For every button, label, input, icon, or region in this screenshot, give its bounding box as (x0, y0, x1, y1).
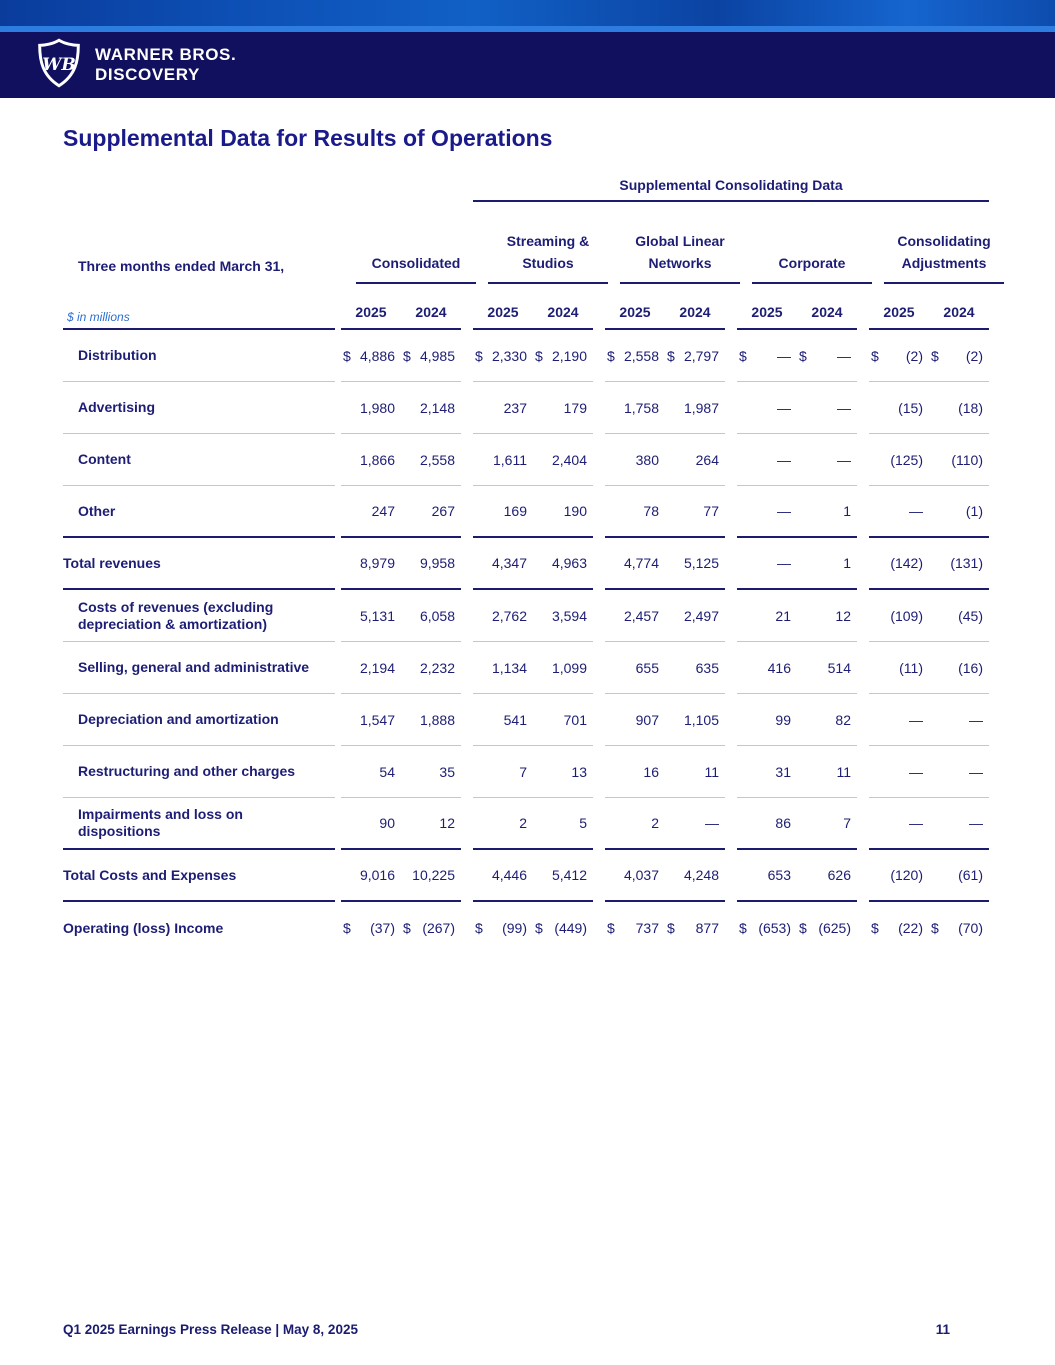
value-cell: 99 (775, 711, 791, 728)
page-title: Supplemental Data for Results of Operations (63, 125, 553, 151)
value-cell: $ — (799, 347, 851, 364)
value-cell: $ 4,985 (403, 347, 455, 364)
dollar-sign: $ (607, 920, 615, 936)
value-group (473, 694, 593, 746)
value-cell: $ (653) (739, 920, 791, 936)
value-cell: — (837, 451, 851, 468)
value-cell: (16) (958, 659, 983, 676)
value-cell: 5,131 (359, 607, 395, 624)
value-group (605, 538, 725, 590)
value-cell: $ (70) (931, 920, 983, 936)
value-cell: 1,758 (623, 399, 659, 416)
units-note: $ in millions (63, 284, 335, 330)
footer-page-number: 11 (935, 1322, 950, 1337)
value-cell: — (969, 711, 983, 728)
value-cell: 1,547 (359, 711, 395, 728)
value-group (341, 694, 461, 746)
value-cell: 78 (643, 503, 659, 519)
value-group (341, 798, 461, 850)
page-footer (63, 1322, 950, 1337)
dollar-sign: $ (535, 920, 543, 936)
value-cell: 2,457 (623, 607, 659, 624)
value-cell: $ 737 (607, 920, 659, 936)
value-cell: 4,248 (683, 867, 719, 883)
value-group (605, 850, 725, 902)
value-cell: 1,888 (419, 711, 455, 728)
stub-header: Three months ended March 31, (78, 258, 285, 274)
value-cell: (15) (898, 399, 923, 416)
value-cell: $ 4,886 (343, 347, 395, 364)
value-cell: 1,611 (493, 451, 527, 468)
year-label: 2024 (943, 304, 975, 320)
dollar-sign: $ (403, 347, 411, 364)
value-cell: 31 (775, 763, 791, 780)
value-group (869, 642, 989, 694)
value-cell: 7 (843, 815, 851, 831)
value-cell: 2,558 (419, 451, 455, 468)
value-group (473, 434, 593, 486)
value-cell: 179 (563, 399, 587, 416)
value-cell: 1,105 (683, 711, 719, 728)
value-cell: 9,016 (359, 867, 395, 883)
value-cell: $ (99) (475, 920, 527, 936)
value-cell: (142) (890, 555, 923, 571)
value-cell: 35 (439, 763, 455, 780)
supplemental-data-table (63, 172, 989, 954)
value-cell: 5,125 (683, 555, 719, 571)
value-cell: 2,762 (491, 607, 527, 624)
value-cell: 90 (379, 815, 395, 831)
value-group (473, 798, 593, 850)
value-cell: $ (37) (343, 920, 395, 936)
row-label: Total revenues (63, 538, 335, 590)
year-header-group (605, 284, 725, 330)
table-row (63, 850, 989, 902)
table-row (63, 382, 989, 434)
value-cell: 3,594 (551, 607, 587, 624)
dollar-sign: $ (799, 347, 807, 364)
value-group (605, 590, 725, 642)
value-cell: $ (267) (403, 920, 455, 936)
value-cell: 12 (439, 815, 455, 831)
value-group (341, 590, 461, 642)
value-cell: 169 (503, 503, 527, 519)
value-group (737, 694, 857, 746)
value-cell: 10,225 (412, 867, 455, 883)
value-cell: $ 2,190 (535, 347, 587, 364)
value-group (869, 798, 989, 850)
column-group-header: Corporate (752, 202, 872, 284)
value-cell: — (705, 815, 719, 831)
year-label: 2024 (547, 304, 579, 320)
value-group (341, 434, 461, 486)
value-cell: (1) (965, 503, 983, 519)
consolidated-spacer (335, 172, 461, 202)
value-group (605, 382, 725, 434)
value-cell: 2 (651, 815, 659, 831)
dollar-sign: $ (871, 920, 879, 936)
value-cell: 77 (703, 503, 719, 519)
years-header-row (63, 284, 989, 330)
dollar-sign: $ (343, 920, 351, 936)
value-group (869, 434, 989, 486)
value-cell: 2,232 (419, 659, 455, 676)
value-group (341, 902, 461, 954)
row-label: Content (63, 434, 335, 486)
value-cell: 4,774 (623, 555, 659, 571)
value-group (869, 538, 989, 590)
value-cell: — (837, 399, 851, 416)
spanner-header: Supplemental Consolidating Data (473, 172, 989, 202)
dollar-sign: $ (667, 920, 675, 936)
value-cell: 11 (704, 763, 719, 780)
value-cell: 1 (843, 503, 851, 519)
value-cell: (109) (890, 607, 923, 624)
column-group-header: Consolidated (356, 202, 476, 284)
value-cell: — (777, 399, 791, 416)
value-cell: 2,194 (359, 659, 395, 676)
value-group (473, 538, 593, 590)
value-group (737, 382, 857, 434)
value-group (341, 330, 461, 382)
value-cell: 1,134 (491, 659, 527, 676)
value-group (473, 850, 593, 902)
row-label: Distribution (63, 330, 335, 382)
table-row (63, 330, 989, 382)
value-group (869, 590, 989, 642)
value-cell: — (909, 503, 923, 519)
row-label: Costs of revenues (excluding depreciation & amortization) (63, 590, 335, 642)
value-cell: 21 (775, 607, 791, 624)
table-row (63, 642, 989, 694)
table-row (63, 746, 989, 798)
value-cell: 237 (503, 399, 527, 416)
brand-wordmark (95, 45, 236, 85)
value-cell: 8,979 (359, 555, 395, 571)
value-cell: (45) (958, 607, 983, 624)
spanner-stub-spacer (63, 172, 335, 202)
value-cell: (61) (958, 867, 983, 883)
dollar-sign: $ (739, 347, 747, 364)
value-cell: 5 (579, 815, 587, 831)
value-group (473, 330, 593, 382)
value-cell: 4,446 (491, 867, 527, 883)
value-cell: 1 (843, 555, 851, 571)
value-cell: — (777, 503, 791, 519)
spanner-header-row (63, 172, 989, 202)
value-group (869, 850, 989, 902)
brand-line2: DISCOVERY (95, 65, 200, 84)
value-cell: 4,037 (623, 867, 659, 883)
year-label: 2025 (883, 304, 915, 320)
row-label: Other (63, 486, 335, 538)
footer-left-text: Q1 2025 Earnings Press Release | May 8, 2025 (63, 1322, 358, 1337)
value-cell: 4,963 (551, 555, 587, 571)
dollar-sign: $ (871, 347, 879, 364)
value-cell: $ — (739, 347, 791, 364)
value-group (605, 642, 725, 694)
value-cell: (18) (958, 399, 983, 416)
banner-gradient-strip (0, 0, 1055, 26)
value-cell: $ (625) (799, 920, 851, 936)
value-cell: 380 (635, 451, 659, 468)
value-group (341, 486, 461, 538)
value-group (473, 590, 593, 642)
value-cell: 16 (643, 763, 659, 780)
dollar-sign: $ (403, 920, 411, 936)
dollar-sign: $ (607, 347, 615, 364)
value-group (869, 486, 989, 538)
value-cell: 267 (431, 503, 455, 519)
value-cell: 5,412 (551, 867, 587, 883)
value-cell: 6,058 (419, 607, 455, 624)
table-body (63, 330, 989, 954)
value-group (473, 642, 593, 694)
value-cell: 11 (836, 763, 851, 780)
value-cell: 86 (775, 815, 791, 831)
value-group (473, 382, 593, 434)
value-cell: 701 (563, 711, 587, 728)
year-label: 2025 (355, 304, 387, 320)
table-row (63, 538, 989, 590)
brand-line1: WARNER BROS. (95, 45, 237, 64)
value-group (605, 434, 725, 486)
value-group (737, 590, 857, 642)
value-cell: 1,099 (551, 659, 587, 676)
table-row (63, 434, 989, 486)
value-group (737, 798, 857, 850)
value-group (737, 538, 857, 590)
value-group (473, 746, 593, 798)
table-row (63, 798, 989, 850)
value-cell: 54 (379, 763, 395, 780)
value-cell: 264 (695, 451, 719, 468)
value-cell: 12 (835, 607, 851, 624)
banner-navy-bar (0, 32, 1055, 98)
value-cell: $ 2,330 (475, 347, 527, 364)
value-cell: 2,148 (419, 399, 455, 416)
value-group (737, 642, 857, 694)
value-cell: 2 (519, 815, 527, 831)
value-cell: $ 877 (667, 920, 719, 936)
top-banner (0, 0, 1055, 98)
value-group (341, 382, 461, 434)
year-label: 2025 (487, 304, 519, 320)
value-group (737, 434, 857, 486)
value-group (341, 746, 461, 798)
year-label: 2024 (679, 304, 711, 320)
value-cell: 626 (827, 867, 851, 883)
value-cell: (110) (951, 451, 983, 468)
value-cell: 2,497 (683, 607, 719, 624)
value-cell: — (777, 451, 791, 468)
value-group (869, 694, 989, 746)
value-cell: — (909, 711, 923, 728)
svg-text:WB: WB (42, 54, 76, 75)
dollar-sign: $ (475, 347, 483, 364)
value-cell: 7 (519, 763, 527, 780)
value-group (605, 798, 725, 850)
value-group (605, 330, 725, 382)
value-cell: $ (449) (535, 920, 587, 936)
value-group (737, 902, 857, 954)
value-cell: 1,866 (359, 451, 395, 468)
value-cell: (131) (950, 555, 983, 571)
value-cell: 653 (767, 867, 791, 883)
year-header-group (473, 284, 593, 330)
value-cell: 4,347 (491, 555, 527, 571)
value-cell: — (909, 815, 923, 831)
value-group (869, 330, 989, 382)
value-cell: 2,404 (551, 451, 587, 468)
year-label: 2024 (811, 304, 843, 320)
year-header-group (737, 284, 857, 330)
value-cell: 541 (503, 711, 527, 728)
dollar-sign: $ (739, 920, 747, 936)
value-cell: (120) (890, 867, 923, 883)
row-label: Restructuring and other charges (63, 746, 335, 798)
value-cell: 1,987 (683, 399, 719, 416)
table-row (63, 694, 989, 746)
value-group (605, 746, 725, 798)
column-group-header: Streaming & Studios (488, 202, 608, 284)
value-cell: 635 (695, 659, 719, 676)
table-row (63, 590, 989, 642)
dollar-sign: $ (931, 347, 939, 364)
value-cell: (125) (890, 451, 923, 468)
value-cell: $ 2,558 (607, 347, 659, 364)
value-group (341, 538, 461, 590)
value-cell: 247 (371, 503, 395, 519)
group-header-row (63, 202, 989, 284)
value-cell: $ (22) (871, 920, 923, 936)
value-cell: $ (2) (871, 347, 923, 364)
value-group (869, 382, 989, 434)
value-group (473, 486, 593, 538)
value-cell: 655 (635, 659, 659, 676)
value-group (737, 746, 857, 798)
value-group (737, 486, 857, 538)
value-cell: — (969, 815, 983, 831)
column-group-header: Global Linear Networks (620, 202, 740, 284)
row-label: Total Costs and Expenses (63, 850, 335, 902)
row-label: Advertising (63, 382, 335, 434)
value-group (737, 850, 857, 902)
value-group (869, 746, 989, 798)
value-group (737, 330, 857, 382)
row-label: Depreciation and amortization (63, 694, 335, 746)
value-cell: — (909, 763, 923, 780)
value-cell: — (777, 555, 791, 571)
value-cell: 416 (767, 659, 791, 676)
row-label: Operating (loss) Income (63, 919, 224, 936)
table-row (63, 902, 989, 954)
year-label: 2024 (415, 304, 447, 320)
value-cell: (11) (899, 659, 923, 676)
value-group (605, 486, 725, 538)
value-group (869, 902, 989, 954)
value-group (341, 642, 461, 694)
year-label: 2025 (619, 304, 651, 320)
value-cell: 190 (563, 503, 587, 519)
value-cell: 9,958 (419, 555, 455, 571)
row-label: Selling, general and administrative (63, 642, 335, 694)
value-cell: — (969, 763, 983, 780)
year-header-group (869, 284, 989, 330)
dollar-sign: $ (343, 347, 351, 364)
table-row (63, 486, 989, 538)
value-cell: $ (2) (931, 347, 983, 364)
row-label: Impairments and loss on dispositions (63, 798, 335, 850)
dollar-sign: $ (931, 920, 939, 936)
value-group (605, 902, 725, 954)
dollar-sign: $ (535, 347, 543, 364)
year-label: 2025 (751, 304, 783, 320)
value-cell: 1,980 (359, 399, 395, 416)
dollar-sign: $ (475, 920, 483, 936)
value-group (341, 850, 461, 902)
dollar-sign: $ (799, 920, 807, 936)
wb-shield-logo-icon (36, 38, 82, 93)
value-cell: 514 (827, 659, 851, 676)
dollar-sign: $ (667, 347, 675, 364)
year-header-group (341, 284, 461, 330)
value-cell: 82 (835, 711, 851, 728)
value-cell: 13 (571, 763, 587, 780)
column-group-header: Consolidating Adjustments (884, 202, 1004, 284)
value-group (605, 694, 725, 746)
value-cell: $ 2,797 (667, 347, 719, 364)
value-group (473, 902, 593, 954)
value-cell: 907 (635, 711, 659, 728)
